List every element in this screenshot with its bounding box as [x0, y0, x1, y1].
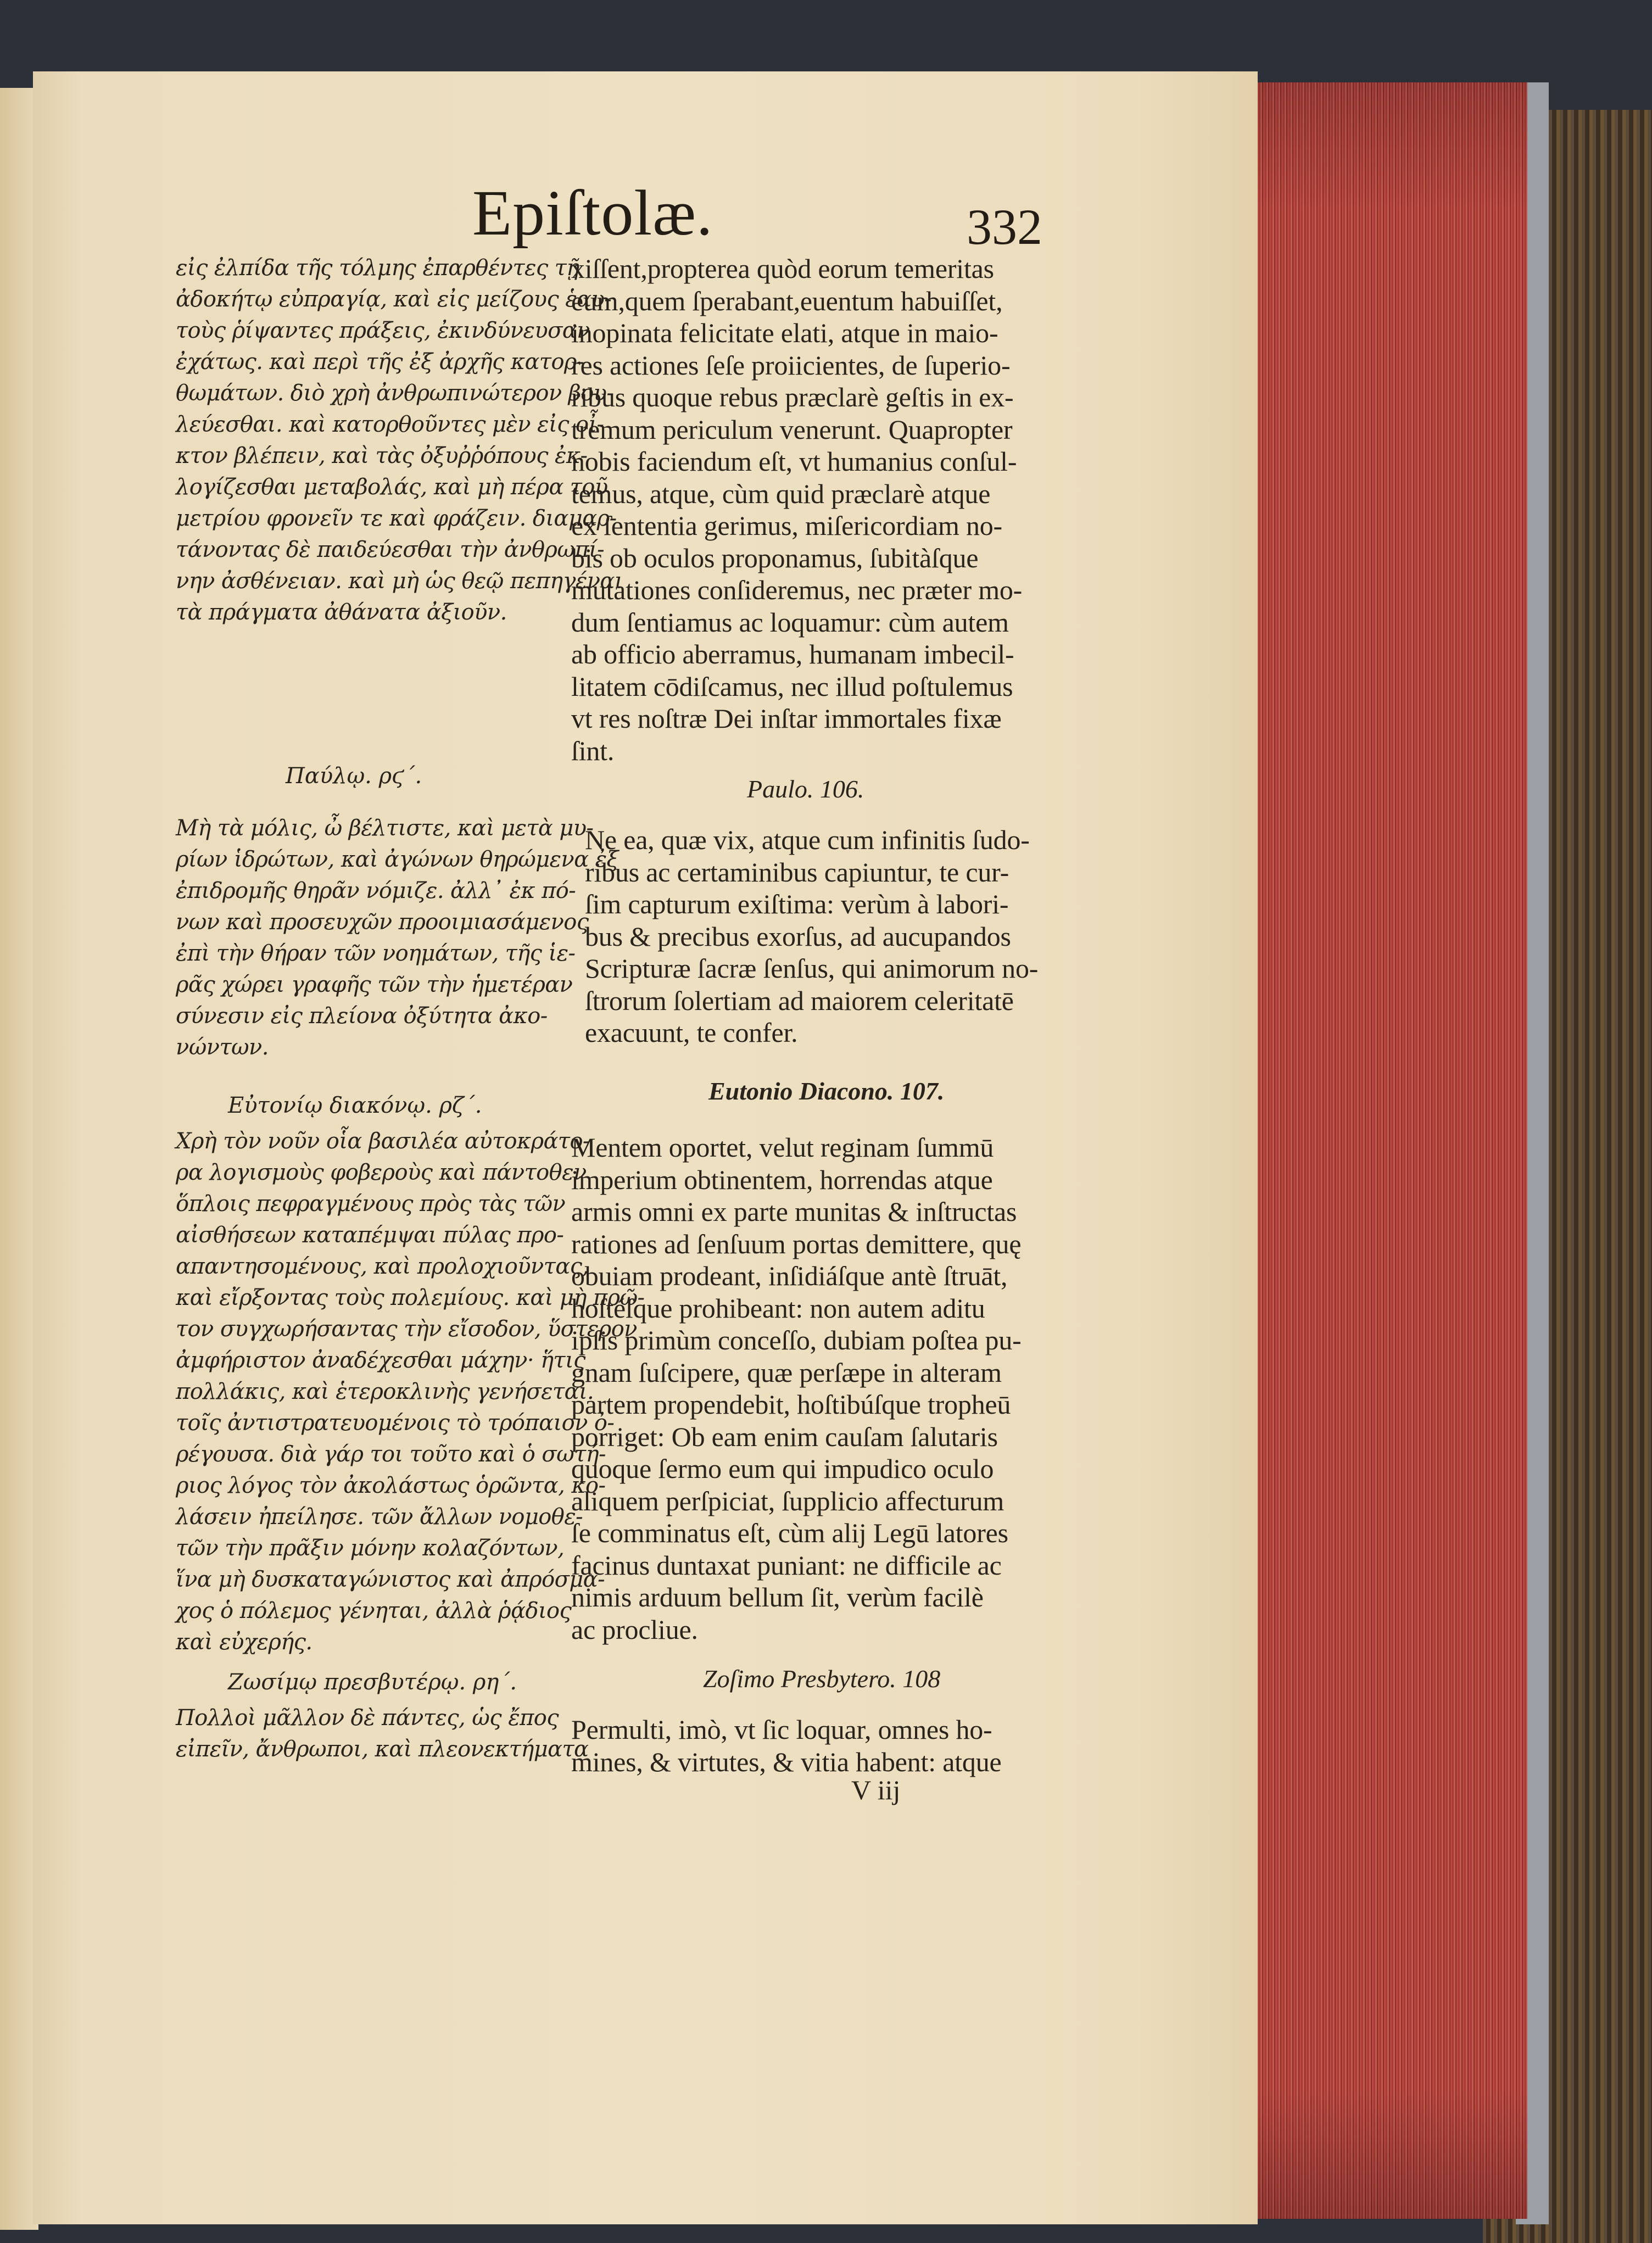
- latin-text-line: ex ſententia gerimus, miſericordiam no-: [571, 510, 1002, 541]
- greek-paragraph-1: [176, 253, 623, 628]
- signature-mark: V iij: [851, 1775, 901, 1805]
- greek-text-line: χος ὁ πόλεμος γένηται, ἀλλὰ ῥᾴδιος: [176, 1598, 572, 1623]
- latin-text-line: ſim capturum exiſtima: verùm à labori-: [585, 889, 1009, 919]
- latin-text-line: facinus duntaxat puniant: ne difficile ac: [571, 1549, 1002, 1581]
- latin-text-line: ac procliue.: [571, 1614, 698, 1645]
- latin-text-line: vt res noſtræ Dei inſtar immortales fixæ: [571, 703, 1002, 734]
- latin-text-line: hoſtéſque prohibeant: non autem aditu: [571, 1292, 985, 1324]
- latin-text-line: ribus quoque rebus præclarè geſtis in ex-: [571, 382, 1014, 412]
- latin-text-line: bis ob oculos proponamus, ſubitàſque: [571, 542, 979, 573]
- latin-text-line: ipſis primùm conceſſo, dubiam poſtea pu-: [571, 1325, 1022, 1355]
- greek-text-line: τὰ πράγματα ἀθάνατα ἀξιοῦν.: [176, 600, 507, 625]
- greek-text-line: ἀμφήριστον ἀναδέχεσθαι μάχην· ἥτις: [176, 1348, 585, 1373]
- latin-text-line: partem propendebit, hoſtibúſque tropheū: [571, 1389, 1011, 1420]
- greek-text-line: μετρίου φρονεῖν τε καὶ φράζειν. διαμαρ-: [176, 506, 617, 531]
- greek-text-line: αἰσθήσεων καταπέμψαι πύλας προ-: [176, 1223, 564, 1248]
- greek-text-line: ὅπλοις πεφραγμένους πρὸς τὰς τῶν: [176, 1191, 566, 1217]
- greek-text-line: λεύεσθαι. καὶ κατορθοῦντες μὲν εἰς οἶ-: [176, 412, 604, 437]
- running-head: Epiſtolæ.: [472, 177, 713, 249]
- greek-text-line: εἰπεῖν, ἄνθρωποι, καὶ πλεονεκτήματα: [176, 1737, 589, 1762]
- latin-text-line: ſtrorum ſolertiam ad maiorem celeritatē: [585, 985, 1014, 1016]
- greek-text-line: ρα λογισμοὺς φοβεροὺς καὶ πάντοθεν: [176, 1160, 587, 1185]
- greek-text-line: καὶ εὐχερής.: [176, 1630, 312, 1655]
- greek-text-line: Χρὴ τὸν νοῦν οἷα βασιλέα αὐτοκράτο-: [176, 1129, 590, 1154]
- latin-text-line: armis omni ex parte munitas & inſtructas: [571, 1196, 1017, 1227]
- latin-text-line: Mentem oportet, velut reginam ſummū: [571, 1132, 994, 1163]
- greek-text-line: κτον βλέπειν, καὶ τὰς ὀξυῤῥόπους ἐκ-: [176, 443, 588, 468]
- greek-text-line: ἀδοκήτῳ εὐπραγίᾳ, καὶ εἰς μείζους ἑαυ-: [176, 287, 612, 312]
- latin-paragraph-1: [571, 253, 1054, 767]
- latin-text-line: mutationes conſideremus, nec præter mo-: [571, 574, 1023, 605]
- greek-text-line: ρίων ἱδρώτων, καὶ ἀγώνων θηρώμενα ἐξ: [176, 847, 618, 872]
- latin-text-line: obuiam prodeant, inſidiáſque antè ſtruāt,: [571, 1260, 1008, 1291]
- page-number: 332: [967, 199, 1042, 255]
- latin-text-line: xiſſent,propterea quòd eorum temeritas: [571, 253, 994, 284]
- greek-text-line: ἵνα μὴ δυσκαταγώνιστος καὶ ἀπρόσμα-: [176, 1567, 605, 1592]
- latin-text-line: dum ſentiamus ac loquamur: cùm autem: [571, 606, 1009, 638]
- latin-heading-eutonio: Eutonio Diacono. 107.: [708, 1077, 945, 1105]
- greek-text-line: θωμάτων. διὸ χρὴ ἀνθρωπινώτερον βου-: [176, 381, 614, 406]
- greek-paragraph-4: [176, 1703, 588, 1765]
- latin-column: [571, 253, 1054, 1805]
- latin-text-line: res actiones ſeſe proiicientes, de ſuperio-: [571, 349, 1011, 381]
- latin-text-line: Scripturæ ſacræ ſenſus, qui animorum no-: [585, 953, 1039, 984]
- greek-heading-zosimo: Ζωσίμῳ πρεσβυτέρῳ. ρη΄.: [228, 1670, 517, 1695]
- latin-text-line: exacuunt, te confer.: [585, 1017, 798, 1048]
- latin-paragraph-3: [571, 1131, 1022, 1645]
- greek-text-line: ρᾶς χώρει γραφῆς τῶν τὴν ἡμετέραν: [176, 972, 573, 997]
- latin-text-line: aliquem perſpiciat, ſupplicio affecturum: [571, 1485, 1004, 1516]
- greek-text-line: σύνεσιν εἰς πλείονα ὀξύτητα ἀκο-: [176, 1003, 548, 1029]
- greek-text-line: λάσειν ἠπείλησε. τῶν ἄλλων νομοθε-: [176, 1504, 583, 1530]
- greek-text-line: νην ἀσθένειαν. καὶ μὴ ὡς θεῷ πεπηγέναι: [176, 568, 623, 594]
- latin-text-line: nobis faciendum eſt, vt humanius conſul-: [571, 446, 1017, 477]
- latin-text-line: bus & precibus exorſus, ad aucupandos: [585, 920, 1011, 952]
- latin-text-line: Permulti, imò, vt ſic loquar, omnes ho-: [571, 1714, 992, 1745]
- latin-text-line: Ne ea, quæ vix, atque cum infinitis ſudo-: [585, 824, 1030, 855]
- latin-text-line: ribus ac certaminibus capiuntur, te cur-: [585, 856, 1009, 888]
- greek-text-line: πολλάκις, καὶ ἑτεροκλινὴς γενήσεται.: [176, 1379, 594, 1404]
- latin-text-line: quoque ſermo eum qui impudico oculo: [571, 1453, 994, 1484]
- latin-text-line: ſint.: [571, 735, 615, 766]
- latin-heading-paulo: Paulo. 106.: [747, 775, 864, 803]
- latin-text-line: imperium obtinentem, horrendas atque: [571, 1164, 993, 1195]
- red-page-edges: [1249, 82, 1527, 2219]
- greek-text-line: λογίζεσθαι μεταβολάς, καὶ μὴ πέρα τοῦ: [176, 475, 608, 500]
- greek-text-line: τῶν τὴν πρᾶξιν μόνην κολαζόντων,: [176, 1536, 565, 1561]
- latin-text-line: rationes ad ſenſuum portas demittere, quę: [571, 1228, 1022, 1259]
- greek-text-line: τάνοντας δὲ παιδεύεσθαι τὴν ἀνθρωπί-: [176, 537, 605, 562]
- latin-text-line: gnam ſuſcipere, quæ perſæpe in alteram: [571, 1357, 1002, 1388]
- latin-text-line: litatem cōdiſcamus, nec illud poſtulemus: [571, 671, 1013, 702]
- greek-text-line: εἰς ἐλπίδα τῆς τόλμης ἐπαρθέντες τῇ: [176, 255, 579, 281]
- latin-text-line: inopinata felicitate elati, atque in maio-: [571, 317, 998, 348]
- greek-text-line: ριος λόγος τὸν ἀκολάστως ὁρῶντα, κο-: [176, 1473, 606, 1498]
- greek-heading-paulo: Παύλῳ. ρϛ΄.: [286, 763, 422, 789]
- latin-text-line: mines, & virtutes, & vitia habent: atque: [571, 1746, 1002, 1777]
- greek-text-line: τον συγχωρήσαντας τὴν εἴσοδον, ὕστερον: [176, 1316, 637, 1342]
- latin-heading-zosimo: Zoſimo Presbytero. 108: [703, 1665, 941, 1693]
- latin-paragraph-4: [571, 1714, 1002, 1778]
- greek-text-line: ρέγουσα. διὰ γάρ τοι τοῦτο καὶ ὁ σωτή-: [176, 1442, 606, 1467]
- greek-text-line: τοῖς ἀντιστρατευομένοις τὸ τρόπαιον ὀ-: [176, 1410, 615, 1436]
- latin-text-line: eum,quem ſperabant,euentum habuiſſet,: [571, 285, 1003, 316]
- greek-text-line: ἐχάτως. καὶ περὶ τῆς ἐξ ἀρχῆς κατορ-: [176, 349, 584, 375]
- greek-paragraph-2: [176, 813, 618, 1063]
- latin-paragraph-2: [585, 824, 1038, 1049]
- latin-text-line: tremum periculum venerunt. Quapropter: [571, 414, 1013, 445]
- latin-text-line: ab officio aberramus, humanam imbecil-: [571, 639, 1014, 669]
- greek-text-line: απαντησομένους, καὶ προλοχιοῦντας,: [176, 1254, 589, 1279]
- latin-text-line: porriget: Ob eam enim cauſam ſalutaris: [571, 1421, 998, 1452]
- greek-text-line: καὶ εἴρξοντας τοὺς πολεμίους. καὶ μὴ πρῶ-: [176, 1285, 645, 1310]
- latin-text-line: temus, atque, cùm quid præclarè atque: [571, 478, 991, 509]
- latin-text-line: ſe comminatus eſt, cùm alij Legū latores: [571, 1517, 1008, 1548]
- greek-text-line: τοὺς ῥίψαντες πράξεις, ἐκινδύνευσαν: [176, 318, 590, 343]
- greek-text-line: ἐπὶ τὴν θήραν τῶν νοημάτων, τῆς ἱε-: [176, 941, 576, 966]
- greek-text-line: Πολλοὶ μᾶλλον δὲ πάντες, ὡς ἔπος: [176, 1705, 559, 1731]
- latin-text-line: nimis arduum bellum ſit, verùm facilè: [571, 1582, 984, 1612]
- greek-text-line: νων καὶ προσευχῶν προοιμιασάμενος: [176, 910, 589, 935]
- greek-heading-eutonio: Εὐτονίῳ διακόνῳ. ρζ΄.: [228, 1093, 482, 1118]
- greek-text-line: νώντων.: [176, 1035, 269, 1060]
- greek-text-line: Μὴ τὰ μόλις, ὦ βέλτιστε, καὶ μετὰ μυ-: [176, 816, 594, 841]
- greek-text-line: ἐπιδρομῆς θηρᾶν νόμιζε. ἀλλ᾽ ἐκ πό-: [176, 878, 576, 903]
